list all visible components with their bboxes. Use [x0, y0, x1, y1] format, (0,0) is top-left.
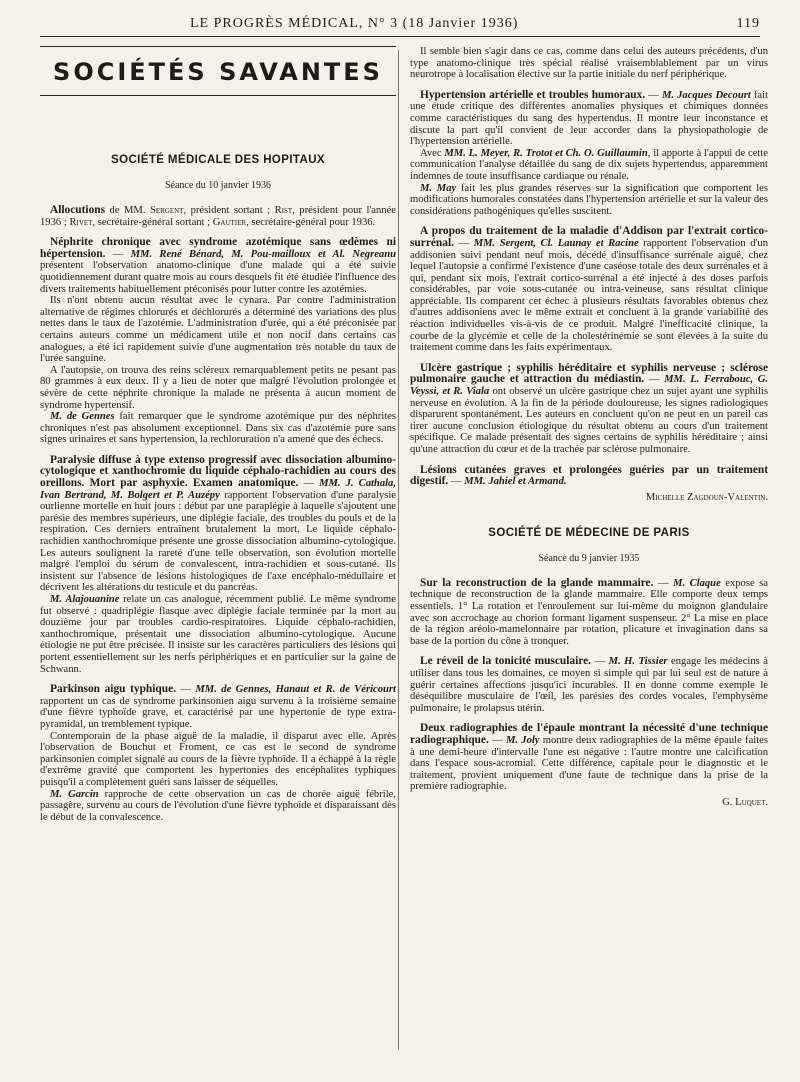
authors: M. Jacques Decourt [661, 89, 751, 101]
authors: MM. Sergent, Cl. Launay et Racine [473, 237, 639, 249]
authors: MM. L. Meyer, R. Trotot et Ch. O. Guillaumin [444, 147, 648, 159]
text: — [488, 734, 506, 746]
authors: MM. L. Ferrabouc, G. Veyssi, et R. Viala [410, 374, 769, 398]
authors: M. Claque [673, 577, 721, 589]
right-column [410, 46, 768, 808]
paragraph: Contemporain de la phase aiguë de la maladie, il disparut avec elle. Après l'observation de Bouchut et Froment, ce cas est le second de syndrome parkinsonien complet signalé au cours de la fièvre typhoïde. Il a échappé à la règle d'extrême gravité que comportent les hypertonies des encéphalites typhiques puisqu'il a complètement guéri sans laisser de séquelles. [40, 730, 396, 788]
signature: G. Luquet. [722, 796, 768, 808]
society-title: SOCIÉTÉ MÉDICALE DES HOPITAUX [111, 154, 325, 166]
nephrite-paragraph [40, 237, 396, 295]
authors: M. Joly [505, 734, 540, 746]
text: rapportent l'observation d'une paralysie ourlienne mortelle en huit jours : début par une paraplégie à laquelle s'ajoutent une parésie des membres supérieurs, une diplégie faciale, des troubles du pouls et de la respiration. Ces derniers entraînent brutalement la mort. Le liquide céphalo-rachidien xanthochromique présente une grosse dissociation albumino-cytologique. Les auteurs soulignent la rareté d'une telle observation, son évolution mortelle malgré l'emploi du sérum de convalescent, intra-rachidien et sous-cutané. Ils insistent sur l'absence de lésions histologiques de l'axe encéphalo-médullaire et décrivent les altérations du testicule et du pancréas. [40, 489, 396, 594]
continued-paragraph: Il semble bien s'agir dans ce cas, comme dans celui des auteurs précédents, d'un type anatomo-clinique très spécial réalisé vraisemblablement par un virus neurotrope à localisation élective sur la partie initiale du nerf périphérique. [410, 46, 768, 81]
paragraph [40, 594, 396, 675]
article-heading: Ulcère gastrique ; syphilis héréditaire et syphilis nerveuse ; sclérose pulmonaire gauche et attraction du médiastin. [410, 361, 768, 386]
authors: MM. Jahiel et Armand. [464, 476, 567, 488]
text: présentent l'observation anatomo-clinique d'une malade qui a été suivie quotidiennement durant quatre mois au cours desquels fit été étudiée l'influence des divers traitements habituellement préconisés pour lutter contre les azotémies. [40, 260, 396, 295]
article-heading: Sur la reconstruction de la glande mammaire. [420, 576, 654, 589]
text: rapportent l'observation d'un addisonien suivi pendant neuf mois, décédé d'insuffisance surrénale aiguë, chez lequel l'autopsie a confirmé l'existence d'une caséose totale des deux surrénales et à qui, pendant six mois, l'extrait cortico-surrénal a été injecté à des doses parfois considérables, par voie sous-cutanée ou intra-veineuse, sans résultat clinique appréciable. Ils comparent cet échec à plusieurs résultats favorables obtenus chez d'autres addisoniens avec le même extrait et concluent à la grande variabilité des réaction individuelles vis-à-vis de ce produit. Malgré l'inefficacité clinique, la courbe de la glycémie et celle de la cholestérinémie se sont élevées à la suite du traitement comme dans les faits expérimentaux. [410, 237, 769, 354]
text: fait remarquer que le syndrome azotémique pur des néphrites chroniques n'est pas absolument exceptionnel. Dans six cas d'azotémie pure sans signes urinaires et sans hypertension, la rechloruration n'a amené que des échecs. [40, 411, 396, 446]
text: , président sortant ; [183, 205, 275, 216]
text: — [176, 684, 196, 696]
text: expose sa technique de reconstruction de la glande mammaire. Elle comporte deux temps essentiels. 1° La rotation et l'enroulement sur lui-même du moignon glandulaire avec son accrochage au chorion formant ligament suspenseur. 2° La mise en place de la région aréolo-mamelonnaire par rotation, plicature et invagination dans sa base de la portion du cône à tronquer. [410, 577, 768, 647]
authors: MM. René Bénard, M. Pou-mailloux et Al. Negreanu [130, 248, 396, 260]
text: — [298, 478, 320, 490]
tonicite-paragraph [410, 656, 768, 714]
radio-paragraph [410, 723, 768, 793]
text: engage les médecins à utiliser dans tous les domaines, ce moyen si simple qui par lui seul est de nature à guérir certaines affections jusqu'ici incurables. Il en donne comme exemple le déséquilibre musculaire de l'œil, les parésies des cordes vocales, l'emphysème pulmonaire, le prolapsus utérin. [410, 656, 768, 714]
text: , secrétaire-général sortant ; [92, 216, 213, 228]
lesions-paragraph [410, 465, 768, 488]
left-column [40, 46, 396, 823]
paragraph [40, 411, 396, 446]
text: fait une étude critique des différentes anomalies physiques et chimiques données comme caractéristiques du sang des hypertendus. Il montre leur inconstance et discute la part qu'il convient de leur accorder dans la physiopathologie de l'hypertension artérielle. [410, 89, 769, 148]
text: , il apporte à l'appui de cette communication l'analyse détaillée du sang de dix sujets hypertendus, apparemment indemnes de toute insuffisance cardiaque ou rénale. [410, 147, 768, 182]
ulcere-paragraph [410, 363, 768, 456]
authors: MM. J. Cathala, Ivan Bertrand, M. Bolgert et P. Auzépy [40, 478, 397, 501]
running-head [40, 16, 760, 37]
text: Avec [420, 147, 445, 159]
text: rapportent un cas de syndrome parkinsonien aigu survenu à la troisième semaine d'une fièvre typhoïde grave, et caractérisé par une hypertonie de type extra-pyramidal, un tremblement typique. [40, 695, 396, 730]
text: , président pour l'année 1936 ; [40, 205, 396, 228]
hypertension-paragraph [410, 90, 768, 148]
paragraph [410, 148, 768, 183]
paralysie-paragraph [40, 455, 396, 594]
authors: MM. de Gennes, Hanaut et R. de Véricourt [195, 684, 396, 696]
section-title: SOCIÉTÉS SAVANTES [53, 58, 383, 86]
text: fait les plus grandes réserves sur la signification que comportent les modifications humorales constatées dans l'hypertension artérielle et sur la valeur des considérations pathogéniques qu'elles suscitent. [410, 182, 769, 217]
section-bottom-rule [40, 95, 396, 96]
seance-date: Séance du 9 janvier 1935 [538, 552, 640, 564]
authors: M. May [420, 182, 457, 194]
text: — [653, 577, 674, 589]
text: montre deux radiographies de la même épaule faites à une demi-heure d'intervalle l'une est négative : l'autre montre une calcification dans l'espace sous-acromial. Cette différence, capitale pour le diagnostic et le traitement, provient uniquement d'une faute de technique dans la prise de la première radiographie. [410, 734, 768, 793]
authors: M. H. Tissier [608, 656, 668, 668]
addison-paragraph [410, 226, 768, 354]
author-name: Sergent [149, 205, 184, 216]
article-heading: Le réveil de la tonicité musculaire. [420, 655, 592, 668]
text: — [644, 374, 665, 386]
paragraph: Ils n'ont obtenu aucun résultat avec le cynara. Par contre l'administration alternative de régimes chlorurés et déchlorurés a déterminé des variations des plus nettes dans le taux de l'azotémie. L'administration d'urée, qui a été préconisée par certains auteurs comme un médicament utile et non nocif dans certains cas analogues, a été ici rapidement suivie d'une augmentation très notable du taux de l'urée sanguine. [40, 295, 396, 365]
authors: M. de Gennes [50, 411, 115, 423]
mammaire-paragraph [410, 578, 768, 648]
allocutions-paragraph [40, 205, 396, 228]
text: — [448, 476, 465, 488]
text: relate un cas analogue, récemment publié. Le même syndrome fut observé : quadriplégie flasque avec diplégie faciale terminée par la mort au douzième jour par troubles cardio-respiratoires. Liquide céphalo-rachidien, xanthochromique, présentait une dissociation albumino-cytologique. Aucune étiologie ne put être précisée. Il insiste sur les caractères particuliers des lésions qui portent essentiellement sur les nerfs périphériques et en particulier sur la gaine de Schwann. [40, 594, 396, 675]
paragraph [40, 789, 396, 824]
parkinson-paragraph [40, 684, 396, 730]
page-number: 119 [736, 16, 760, 31]
column-rule [398, 50, 399, 1050]
article-heading: A propos du traitement de la maladie d'Addison par l'extrait cortico-surrénal. [410, 225, 768, 249]
authors: M. Garcin [50, 788, 99, 800]
text: rapproche de cette observation un cas de chorée aiguë fébrile, passagère, survenu au cours de l'évolution d'une fièvre typhoïde et disparaissant dès le début de la convalescence. [40, 788, 396, 823]
seance-date: Séance du 10 janvier 1936 [164, 180, 272, 191]
article-heading: Deux radiographies de l'épaule montrant la nécessité d'une technique radiographique. [410, 722, 768, 746]
journal-title: LE PROGRÈS MÉDICAL, N° 3 (18 Janvier 1936) [190, 16, 519, 31]
text: — [453, 237, 474, 249]
paragraph: A l'autopsie, on trouva des reins scléreux remarquablement petits ne pesant pas 80 grammes à eux deux. Il y a lieu de noter que malgré l'évolution prolongée et sévère de cette néphrite chronique la malade ne présenta à aucun moment de syndrome hypertensif. [40, 364, 396, 411]
society-title: SOCIÉTÉ DE MÉDECINE DE PARIS [488, 526, 690, 539]
article-heading: Paralysie diffuse à type extenso progressif avec dissociation albumino-cytologique et xanthochromie du liquide céphalo-rachidien au cours des oreillons. Mort par asphyxie. Examen anatomique. [40, 453, 396, 490]
author-name: Gautier [212, 216, 247, 228]
signature: Michelle Zagdoun-Valentin. [645, 491, 768, 503]
text: — [645, 89, 662, 101]
text: — [105, 248, 131, 260]
author-name: Rivet [69, 216, 93, 228]
article-heading: Lésions cutanées graves et prolongées guéries par un traitement digestif. [410, 463, 768, 488]
article-heading: Parkinson aigu typhique. [50, 683, 176, 696]
text: ont observé un ulcère gastrique chez un sujet ayant une syphilis nerveuse en évolution. A la fin de la période douloureuse, les signes radiologiques disparurent spontanément. Les auteurs en concluent qu'on ne peut en un pareil cas tirer aucune conclusion étiologique du résultat obtenu au cours d'un traitement spécifique. Ce malade présentait des signes certains de syphilis héréditaire ; ainsi qu'une attraction du cœur et de la trachée par sclérose pulmonaire. [410, 386, 768, 455]
paragraph [410, 183, 768, 218]
text: — [591, 656, 609, 668]
author-name: Rist [274, 205, 293, 216]
article-heading: Néphrite chronique avec syndrome azotémique sans œdèmes ni hépertension. [40, 236, 396, 260]
article-heading: Allocutions [50, 204, 106, 216]
text: , secrétaire-général pour 1936. [246, 216, 376, 228]
article-heading: Hypertension artérielle et troubles humoraux. [420, 88, 646, 101]
authors: M. Alajouanine [50, 594, 120, 605]
text: de MM. [105, 205, 150, 216]
